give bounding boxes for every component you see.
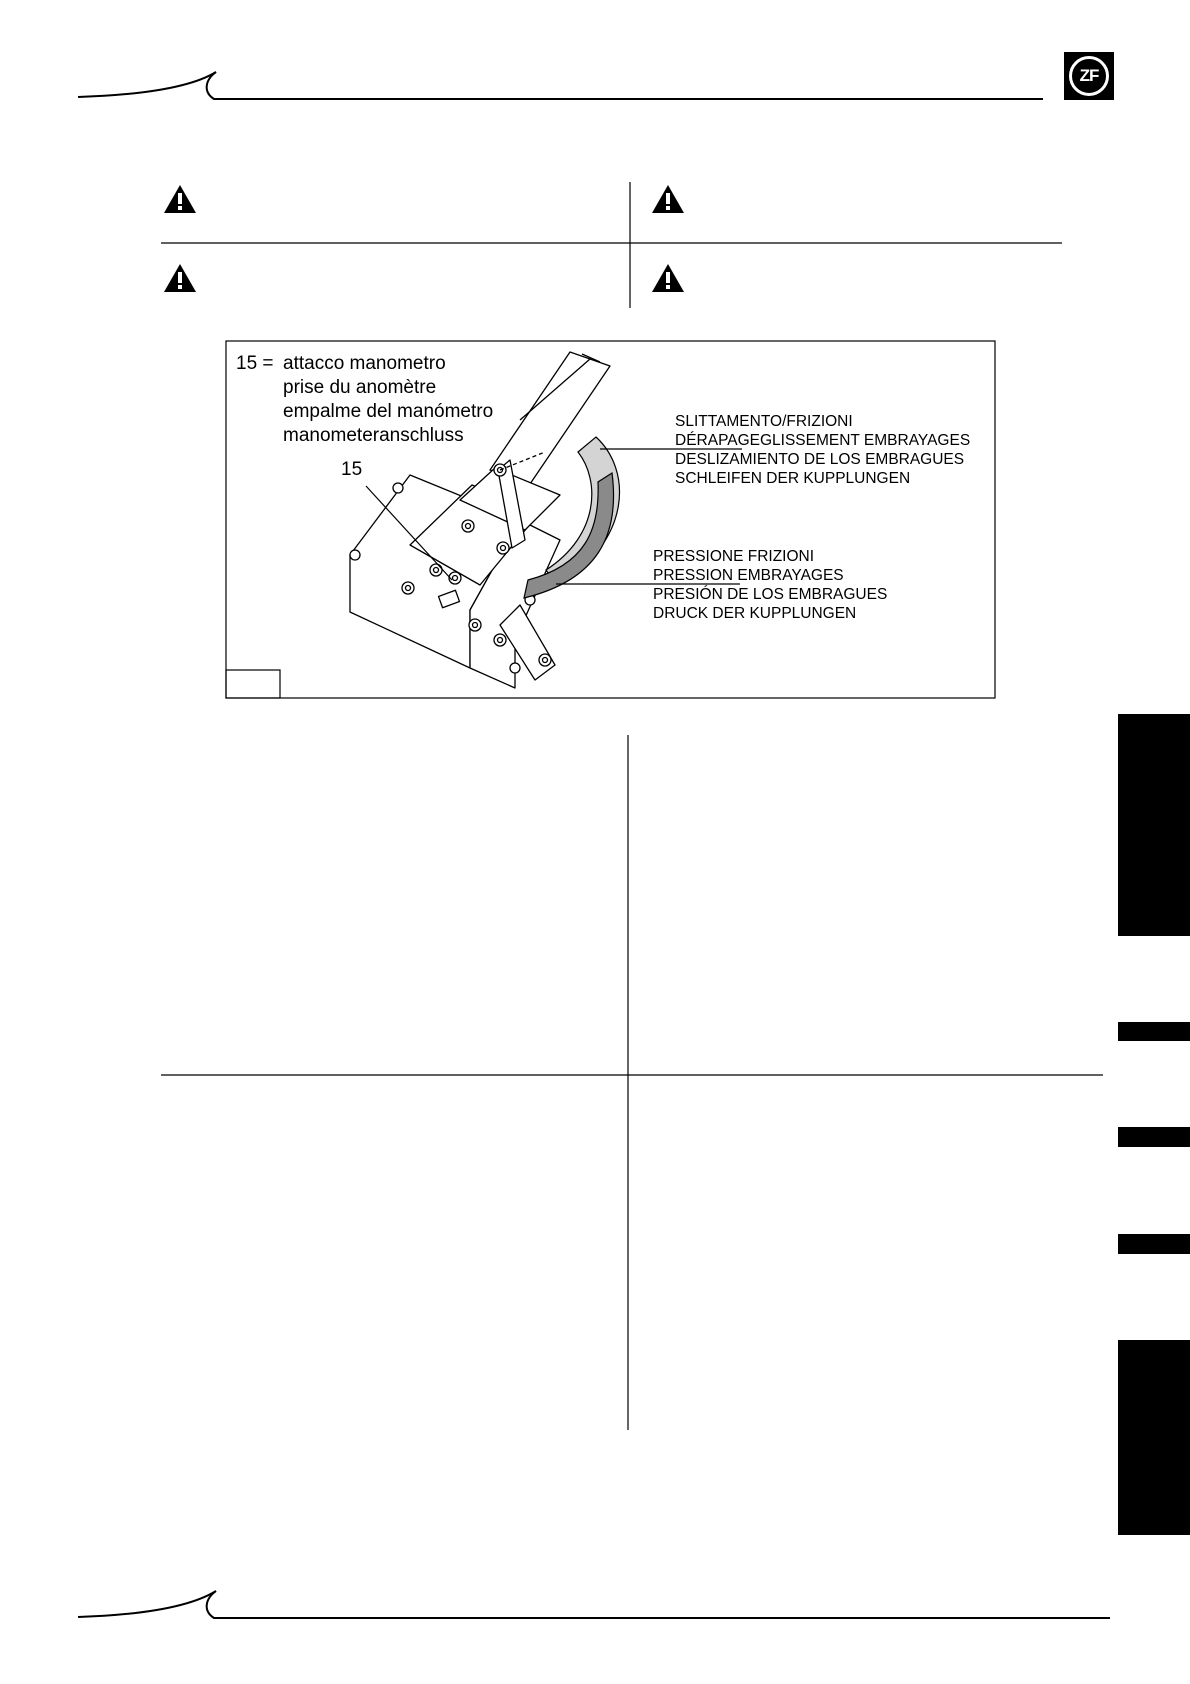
zf-logo-text: ZF <box>1069 56 1109 96</box>
thumb-index-tab <box>1118 1340 1190 1535</box>
pressure-label-es: PRESIÓN DE LOS EMBRAGUES <box>653 586 888 603</box>
warning-icon <box>163 184 197 214</box>
warning-icon <box>163 263 197 293</box>
zf-logo <box>1064 52 1114 100</box>
slip-label-de: SCHLEIFEN DER KUPPLUNGEN <box>675 470 911 487</box>
pressure-label-de: DRUCK DER KUPPLUNGEN <box>653 605 857 622</box>
warning-icon <box>651 184 685 214</box>
legend-number-label: 15 = <box>236 353 274 374</box>
thumb-index-tab <box>1118 1234 1190 1254</box>
warning-icon <box>651 263 685 293</box>
thumb-index-tab <box>1118 1022 1190 1041</box>
slip-label-es: DESLIZAMIENTO DE LOS EMBRAGUES <box>675 451 965 468</box>
figure-number-box <box>226 670 280 698</box>
slip-label-fr: DÉRAPAGEGLISSEMENT EMBRAYAGES <box>675 432 971 449</box>
pressure-label-it: PRESSIONE FRIZIONI <box>653 548 815 565</box>
pressure-label-fr: PRESSION EMBRAYAGES <box>653 567 844 584</box>
legend-line-de: manometeranschluss <box>283 425 464 446</box>
callout-number: 15 <box>341 459 363 480</box>
legend-line-fr: prise du anomètre <box>283 377 437 398</box>
thumb-index-tab <box>1118 1127 1190 1147</box>
warning-grid <box>161 182 1062 308</box>
header-swoosh <box>78 72 1043 99</box>
legend-line-it: attacco manometro <box>283 353 446 374</box>
thumb-index-tab <box>1118 714 1190 936</box>
slip-label-it: SLITTAMENTO/FRIZIONI <box>675 413 853 430</box>
legend-line-es: empalme del manómetro <box>283 401 494 422</box>
footer-swoosh <box>78 1591 1110 1618</box>
column-dividers <box>161 735 1103 1430</box>
